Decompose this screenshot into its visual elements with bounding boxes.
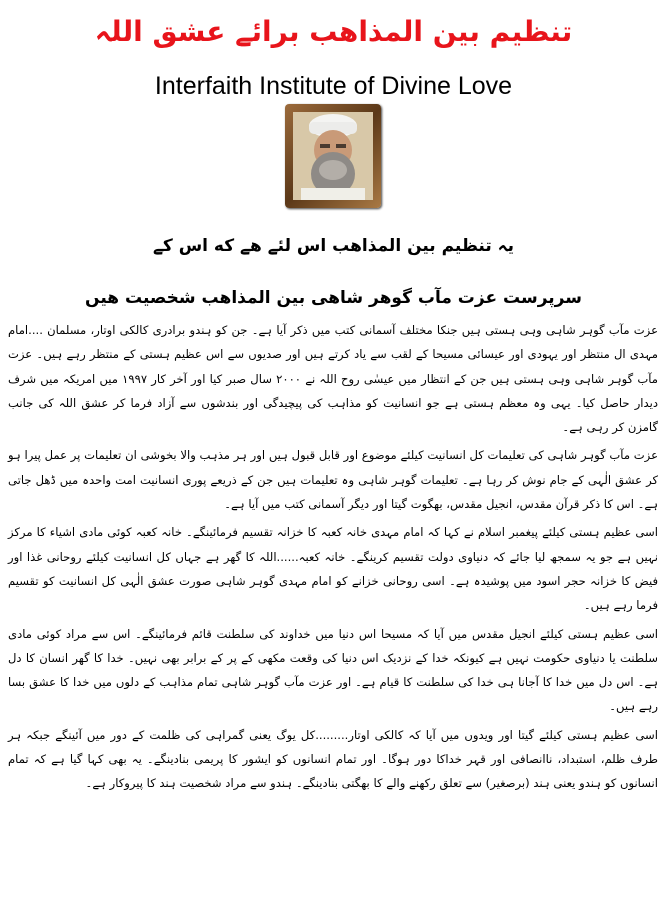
portrait-image <box>293 112 373 200</box>
subheading-purpose: یہ تنظیم بین المذاهب اس لئے هے که اس کے <box>152 236 515 256</box>
paragraph: عزت مآب گوہر شاہی وہی ہستی ہیں جنکا مختلف آسمانی کتب میں ذکر آیا ہے۔ جن کو ہندو برادری کالکی اوتار، مسلمان ....امام مہدی ال منتظر اور یہودی اور عیسائی مسیحا کے لقب سے یاد کرتے ہیں اور صدیوں سے اس عظیم ہستی کے منتظر رہے ہیں۔ عزت مآب گوہر شاہی وہی ہستی ہیں جن کے انتظار میں عیسٰی روح اللہ نے ۲۰۰۰ سال صبر کیا اور آخر کار ۱۹۹۷ میں امریکہ میں شرف دیدار حاصل کیا۔ یہی وہ معظم ہستی ہے جو انسانیت کو مذاہب کی پیچیدگی اور بندشوں سے آزاد فرما کر عشق اللہ کی جانب گامزن کر رہی ہے۔ <box>8 323 658 435</box>
subheading-patron: سرپرست عزت مآب گوهر شاهی بین المذاهب شخصیت هیں <box>85 288 582 308</box>
paragraph: اسی عظیم ہستی کیلئے گیتا اور ویدوں میں آیا کہ کالکی اوتار.........کل یوگ یعنی گمراہی کی ظلمت کے دور میں آئینگے جبکہ ہر طرف ظلم، استبداد، ناانصافی اور قہر خداکا دور ہوگا۔ اور تمام انسانوں کو ایشور کا پریمی بنادینگے۔ یہ بھی کہا گیا ہے کہ تمام انسانوں کو ہندو یعنی ہند (برصغیر) سے تعلق رکھنے والے کا بھگتی بنادینگے۔ ہندو سے مراد شخصیت ہند کا پیروکار ہے۔ <box>8 727 658 791</box>
page-title-urdu: تنظیم بین المذاهب برائے عشق اللہ <box>94 15 573 48</box>
paragraph: اسی عظیم ہستی کیلئے انجیل مقدس میں آیا کہ مسیحا اس دنیا میں خداوند کی سلطنت قائم فرمائینگے۔ اس سے مراد کوئی مادی سلطنت یا دنیاوی حکومت نہیں ہے کیونکہ خدا کے نزدیک اس دنیا کی وقعت مکھی کے پر کے برابر بھی نہیں۔ خدا کا گھر انسان کا دل ہے۔ اس دل میں خدا کا آجانا ہی خدا کی سلطنت کا قیام ہے۔ اور عزت مآب گوہر شاہی تمام مذاہب کے دلوں میں خدا کا عشق بسا رہے ہیں۔ <box>8 626 658 714</box>
body-text <box>8 318 658 800</box>
paragraph: اسی عظیم ہستی کیلئے پیغمبر اسلام نے کہا کہ امام مہدی خانہ کعبہ کا خزانہ تقسیم فرمائینگے۔ خانہ کعبہ کوئی مادی اشیاء کا مرکز نہیں ہے جو یہ سمجھ لیا جائے کہ دنیاوی دولت تقسیم کرینگے۔ خانہ کعبہ......اللہ کا گھر ہے جہاں کل انسانیت کیلئے روحانی غذا اور فیض کا خزانہ حجر اسود میں پوشیدہ ہے۔ اسی روحانی خزانے کو امام مہدی گوہر شاہی صورت عشق الٰہی کل انسانیت کو تقسیم فرما رہے ہیں۔ <box>8 525 658 613</box>
page-title-english: Interfaith Institute of Divine Love <box>154 72 513 100</box>
portrait-frame <box>285 104 381 208</box>
paragraph: عزت مآب گوہر شاہی کی تعلیمات کل انسانیت کیلئے موضوع اور قابل قبول ہیں اور ہر مذہب والا بخوشی ان تعلیمات پر عمل پیرا ہو کر عشق الٰہی کے جام نوش کر رہا ہے۔ تعلیمات گوہر شاہی وہ تعلیمات ہیں جن کے ذریعے پوری انسانیت امت واحدہ میں ڈھل جاتی ہے۔ اس کا ذکر قرآن مقدس، انجیل مقدس، بھگوت گیتا اور دیگر آسمانی کتب میں آیا ہے۔ <box>8 448 658 512</box>
